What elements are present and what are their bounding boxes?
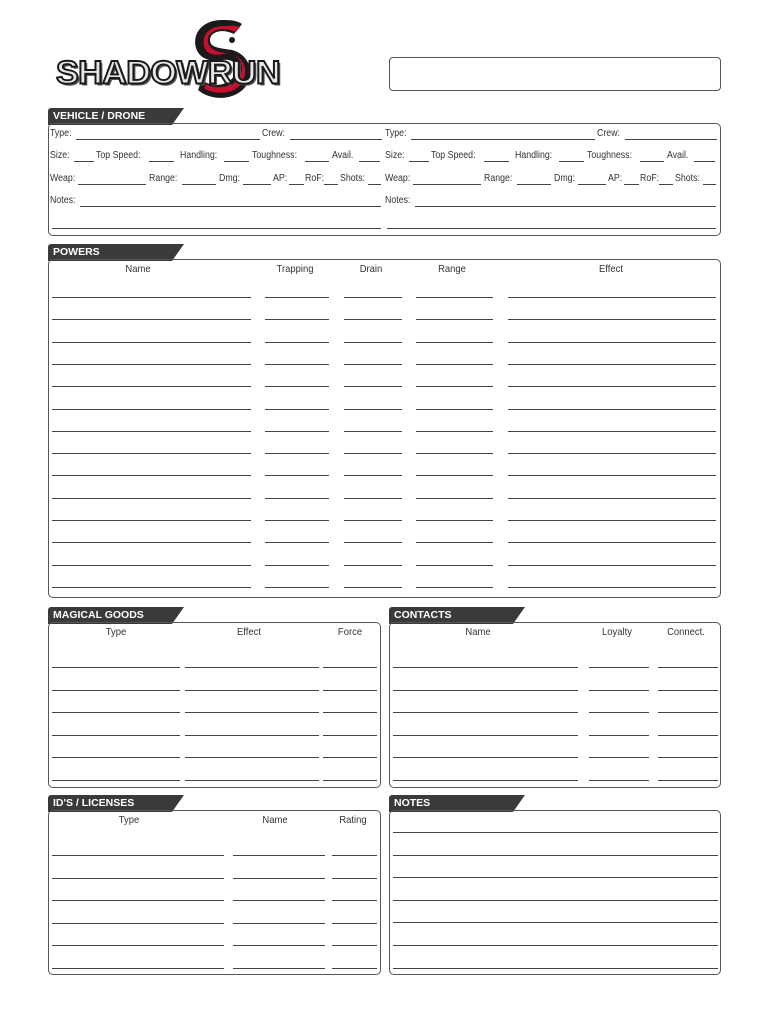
ids-licenses-box	[48, 810, 381, 975]
power-cell-1[interactable]	[265, 520, 329, 521]
id-license-cell-2[interactable]	[332, 968, 377, 969]
power-header-2: Drain	[359, 263, 383, 275]
power-cell-0[interactable]	[52, 453, 251, 454]
contact-cell-2[interactable]	[658, 780, 718, 781]
contact-cell-2[interactable]	[658, 690, 718, 691]
id-license-cell-2[interactable]	[332, 945, 377, 946]
vehicle-top-speed-field-right[interactable]	[484, 161, 509, 162]
power-cell-0[interactable]	[52, 342, 251, 343]
vehicle-size-field-right[interactable]	[409, 161, 429, 162]
contact-cell-2[interactable]	[658, 667, 718, 668]
power-cell-4[interactable]	[508, 498, 716, 499]
power-cell-4[interactable]	[508, 386, 716, 387]
contact-cell-0[interactable]	[393, 780, 578, 781]
magical-good-cell-2[interactable]	[323, 757, 377, 758]
notes-line[interactable]	[393, 968, 718, 969]
vehicle-type-field-right[interactable]	[411, 139, 595, 140]
power-cell-4[interactable]	[508, 409, 716, 410]
vehicle-top-speed-field-left[interactable]	[149, 161, 174, 162]
vehicle-avail-label-left: Avail.	[332, 150, 354, 161]
power-cell-1[interactable]	[265, 453, 329, 454]
magical-good-cell-2[interactable]	[323, 690, 377, 691]
power-header-3: Range	[438, 263, 466, 275]
power-cell-0[interactable]	[52, 297, 251, 298]
magical-good-header-2: Force	[337, 626, 363, 638]
power-cell-4[interactable]	[508, 364, 716, 365]
contact-cell-1[interactable]	[589, 780, 649, 781]
vehicle-notes-label-left: Notes:	[50, 195, 76, 206]
magical-good-cell-0[interactable]	[52, 780, 180, 781]
power-cell-3[interactable]	[416, 453, 493, 454]
power-cell-3[interactable]	[416, 386, 493, 387]
vehicle-handling-field-left[interactable]	[224, 161, 249, 162]
vehicle-notes-field-2-left[interactable]	[52, 228, 381, 229]
contact-cell-0[interactable]	[393, 667, 578, 668]
power-cell-4[interactable]	[508, 342, 716, 343]
magical-good-cell-1[interactable]	[185, 712, 319, 713]
vehicle-toughness-field-right[interactable]	[640, 161, 664, 162]
vehicle-toughness-label-right: Toughness:	[587, 150, 633, 161]
id-license-cell-0[interactable]	[52, 900, 224, 901]
vehicle-avail-field-right[interactable]	[694, 161, 715, 162]
notes-tab: NOTES	[389, 795, 513, 812]
vehicle-crew-label-left: Crew:	[262, 128, 285, 139]
vehicle-notes-field-left[interactable]	[80, 206, 381, 207]
vehicle-rof-field-left[interactable]	[324, 184, 338, 185]
notes-line[interactable]	[393, 945, 718, 946]
contact-cell-1[interactable]	[589, 735, 649, 736]
power-cell-2[interactable]	[344, 364, 402, 365]
id-license-cell-0[interactable]	[52, 945, 224, 946]
vehicle-shots-field-right[interactable]	[703, 184, 716, 185]
contact-header-1: Loyalty	[602, 626, 632, 638]
vehicle-shots-field-left[interactable]	[368, 184, 381, 185]
power-cell-3[interactable]	[416, 319, 493, 320]
contact-cell-0[interactable]	[393, 757, 578, 758]
power-cell-3[interactable]	[416, 520, 493, 521]
power-header-0: Name	[125, 263, 151, 275]
power-cell-4[interactable]	[508, 542, 716, 543]
power-cell-1[interactable]	[265, 565, 329, 566]
power-cell-2[interactable]	[344, 297, 402, 298]
power-cell-3[interactable]	[416, 587, 493, 588]
power-cell-2[interactable]	[344, 587, 402, 588]
power-cell-4[interactable]	[508, 520, 716, 521]
power-cell-1[interactable]	[265, 386, 329, 387]
vehicle-weap-field-right[interactable]	[413, 184, 481, 185]
contact-cell-0[interactable]	[393, 712, 578, 713]
vehicle-ap-label-left: AP:	[273, 173, 288, 184]
contacts-box	[389, 622, 721, 788]
power-cell-4[interactable]	[508, 453, 716, 454]
power-cell-3[interactable]	[416, 409, 493, 410]
id-license-cell-2[interactable]	[332, 923, 377, 924]
power-cell-4[interactable]	[508, 475, 716, 476]
vehicle-handling-label-right: Handling:	[515, 150, 553, 161]
vehicle-size-label-right: Size:	[385, 150, 405, 161]
vehicle-avail-label-right: Avail.	[667, 150, 689, 161]
power-cell-3[interactable]	[416, 565, 493, 566]
id-license-cell-1[interactable]	[233, 900, 325, 901]
power-cell-2[interactable]	[344, 565, 402, 566]
powers-tab: POWERS	[48, 244, 172, 261]
vehicle-dmg-field-left[interactable]	[243, 184, 271, 185]
vehicle-weap-label-right: Weap:	[385, 173, 411, 184]
vehicle-rof-label-right: RoF:	[640, 173, 660, 184]
power-cell-4[interactable]	[508, 319, 716, 320]
contact-header-0: Name	[465, 626, 491, 638]
vehicle-weap-label-left: Weap:	[50, 173, 76, 184]
powers-box	[48, 259, 721, 598]
character-name-field[interactable]	[389, 57, 721, 91]
power-cell-4[interactable]	[508, 297, 716, 298]
power-cell-0[interactable]	[52, 565, 251, 566]
vehicle-ap-field-right[interactable]	[624, 184, 639, 185]
magical-goods-tab: MAGICAL GOODS	[48, 607, 172, 624]
magical-good-cell-2[interactable]	[323, 780, 377, 781]
vehicle-type-label-right: Type:	[385, 128, 407, 139]
vehicle-toughness-field-left[interactable]	[305, 161, 329, 162]
power-cell-4[interactable]	[508, 431, 716, 432]
notes-line[interactable]	[393, 832, 718, 833]
contact-cell-1[interactable]	[589, 712, 649, 713]
contact-cell-1[interactable]	[589, 690, 649, 691]
notes-line[interactable]	[393, 877, 718, 878]
contacts-tab: CONTACTS	[389, 607, 513, 624]
id-license-header-1: Name	[262, 814, 288, 826]
contact-cell-1[interactable]	[589, 757, 649, 758]
vehicle-ap-field-left[interactable]	[289, 184, 304, 185]
id-license-cell-1[interactable]	[233, 878, 325, 879]
vehicle-toughness-label-left: Toughness:	[252, 150, 298, 161]
vehicle-range-field-right[interactable]	[517, 184, 551, 185]
id-license-cell-0[interactable]	[52, 878, 224, 879]
power-cell-3[interactable]	[416, 431, 493, 432]
vehicle-shots-label-right: Shots:	[675, 173, 700, 184]
power-cell-2[interactable]	[344, 542, 402, 543]
magical-good-cell-0[interactable]	[52, 735, 180, 736]
id-license-cell-0[interactable]	[52, 923, 224, 924]
power-cell-2[interactable]	[344, 342, 402, 343]
power-cell-3[interactable]	[416, 364, 493, 365]
contact-cell-1[interactable]	[589, 667, 649, 668]
vehicle-size-label-left: Size:	[50, 150, 70, 161]
id-license-cell-1[interactable]	[233, 923, 325, 924]
power-cell-2[interactable]	[344, 498, 402, 499]
notes-line[interactable]	[393, 855, 718, 856]
magical-good-cell-0[interactable]	[52, 712, 180, 713]
power-cell-2[interactable]	[344, 475, 402, 476]
power-cell-1[interactable]	[265, 364, 329, 365]
power-cell-2[interactable]	[344, 431, 402, 432]
contact-cell-0[interactable]	[393, 735, 578, 736]
vehicle-ap-label-right: AP:	[608, 173, 623, 184]
vehicle-handling-field-right[interactable]	[559, 161, 584, 162]
vehicle-crew-label-right: Crew:	[597, 128, 620, 139]
magical-good-cell-1[interactable]	[185, 780, 319, 781]
contact-cell-2[interactable]	[658, 757, 718, 758]
notes-line[interactable]	[393, 922, 718, 923]
vehicle-crew-field-left[interactable]	[290, 139, 382, 140]
vehicle-size-field-left[interactable]	[74, 161, 94, 162]
magical-good-cell-1[interactable]	[185, 667, 319, 668]
power-cell-2[interactable]	[344, 453, 402, 454]
power-header-4: Effect	[599, 263, 623, 275]
power-cell-4[interactable]	[508, 587, 716, 588]
id-license-cell-1[interactable]	[233, 945, 325, 946]
id-license-cell-0[interactable]	[52, 968, 224, 969]
vehicle-type-field-left[interactable]	[76, 139, 260, 140]
id-license-header-0: Type	[118, 814, 140, 826]
power-cell-2[interactable]	[344, 386, 402, 387]
magical-good-header-1: Effect	[237, 626, 261, 638]
vehicle-handling-label-left: Handling:	[180, 150, 218, 161]
vehicle-notes-field-2-right[interactable]	[387, 228, 716, 229]
vehicle-dmg-label-left: Dmg:	[219, 173, 241, 184]
power-cell-1[interactable]	[265, 498, 329, 499]
power-cell-3[interactable]	[416, 342, 493, 343]
id-license-cell-2[interactable]	[332, 878, 377, 879]
power-cell-1[interactable]	[265, 475, 329, 476]
logo-text: SHADOWRUN	[56, 54, 281, 92]
id-license-cell-0[interactable]	[52, 855, 224, 856]
contact-header-2: Connect.	[667, 626, 705, 638]
power-cell-1[interactable]	[265, 319, 329, 320]
vehicle-rof-field-right[interactable]	[659, 184, 673, 185]
vehicle-notes-field-right[interactable]	[415, 206, 716, 207]
vehicle-range-field-left[interactable]	[182, 184, 216, 185]
magical-good-cell-0[interactable]	[52, 757, 180, 758]
power-cell-1[interactable]	[265, 342, 329, 343]
notes-line[interactable]	[393, 900, 718, 901]
vehicle-dmg-field-right[interactable]	[578, 184, 606, 185]
power-cell-0[interactable]	[52, 386, 251, 387]
contact-cell-2[interactable]	[658, 735, 718, 736]
magical-good-cell-2[interactable]	[323, 735, 377, 736]
ids-licenses-tab: ID'S / LICENSES	[48, 795, 172, 812]
vehicle-shots-label-left: Shots:	[340, 173, 365, 184]
magical-good-cell-1[interactable]	[185, 735, 319, 736]
contact-cell-2[interactable]	[658, 712, 718, 713]
power-cell-0[interactable]	[52, 431, 251, 432]
magical-good-cell-1[interactable]	[185, 757, 319, 758]
vehicle-avail-field-left[interactable]	[359, 161, 380, 162]
power-cell-0[interactable]	[52, 319, 251, 320]
power-cell-3[interactable]	[416, 475, 493, 476]
vehicle-rof-label-left: RoF:	[305, 173, 325, 184]
power-cell-3[interactable]	[416, 297, 493, 298]
magical-good-cell-0[interactable]	[52, 690, 180, 691]
id-license-cell-2[interactable]	[332, 900, 377, 901]
power-cell-1[interactable]	[265, 431, 329, 432]
vehicle-range-label-left: Range:	[149, 173, 178, 184]
power-cell-2[interactable]	[344, 319, 402, 320]
vehicle-drone-tab: VEHICLE / DRONE	[48, 108, 172, 125]
id-license-cell-1[interactable]	[233, 968, 325, 969]
power-cell-3[interactable]	[416, 542, 493, 543]
vehicle-top-speed-label-left: Top Speed:	[96, 150, 141, 161]
power-cell-1[interactable]	[265, 587, 329, 588]
power-header-1: Trapping	[276, 263, 314, 275]
power-cell-4[interactable]	[508, 565, 716, 566]
power-cell-0[interactable]	[52, 498, 251, 499]
power-cell-0[interactable]	[52, 409, 251, 410]
magical-good-header-0: Type	[105, 626, 127, 638]
power-cell-1[interactable]	[265, 409, 329, 410]
vehicle-crew-field-right[interactable]	[625, 139, 717, 140]
power-cell-0[interactable]	[52, 475, 251, 476]
power-cell-2[interactable]	[344, 520, 402, 521]
power-cell-2[interactable]	[344, 409, 402, 410]
vehicle-notes-label-right: Notes:	[385, 195, 411, 206]
vehicle-dmg-label-right: Dmg:	[554, 173, 576, 184]
vehicle-range-label-right: Range:	[484, 173, 513, 184]
vehicle-weap-field-left[interactable]	[78, 184, 146, 185]
vehicle-type-label-left: Type:	[50, 128, 72, 139]
shadowrun-logo	[52, 14, 322, 104]
power-cell-1[interactable]	[265, 297, 329, 298]
magical-goods-box	[48, 622, 381, 788]
vehicle-top-speed-label-right: Top Speed:	[431, 150, 476, 161]
power-cell-0[interactable]	[52, 520, 251, 521]
id-license-header-2: Rating	[339, 814, 367, 826]
power-cell-0[interactable]	[52, 587, 251, 588]
magical-good-cell-0[interactable]	[52, 667, 180, 668]
magical-good-cell-1[interactable]	[185, 690, 319, 691]
magical-good-cell-2[interactable]	[323, 712, 377, 713]
power-cell-0[interactable]	[52, 364, 251, 365]
id-license-cell-1[interactable]	[233, 855, 325, 856]
power-cell-3[interactable]	[416, 498, 493, 499]
power-cell-0[interactable]	[52, 542, 251, 543]
power-cell-1[interactable]	[265, 542, 329, 543]
notes-box	[389, 810, 721, 975]
contact-cell-0[interactable]	[393, 690, 578, 691]
magical-good-cell-2[interactable]	[323, 667, 377, 668]
id-license-cell-2[interactable]	[332, 855, 377, 856]
